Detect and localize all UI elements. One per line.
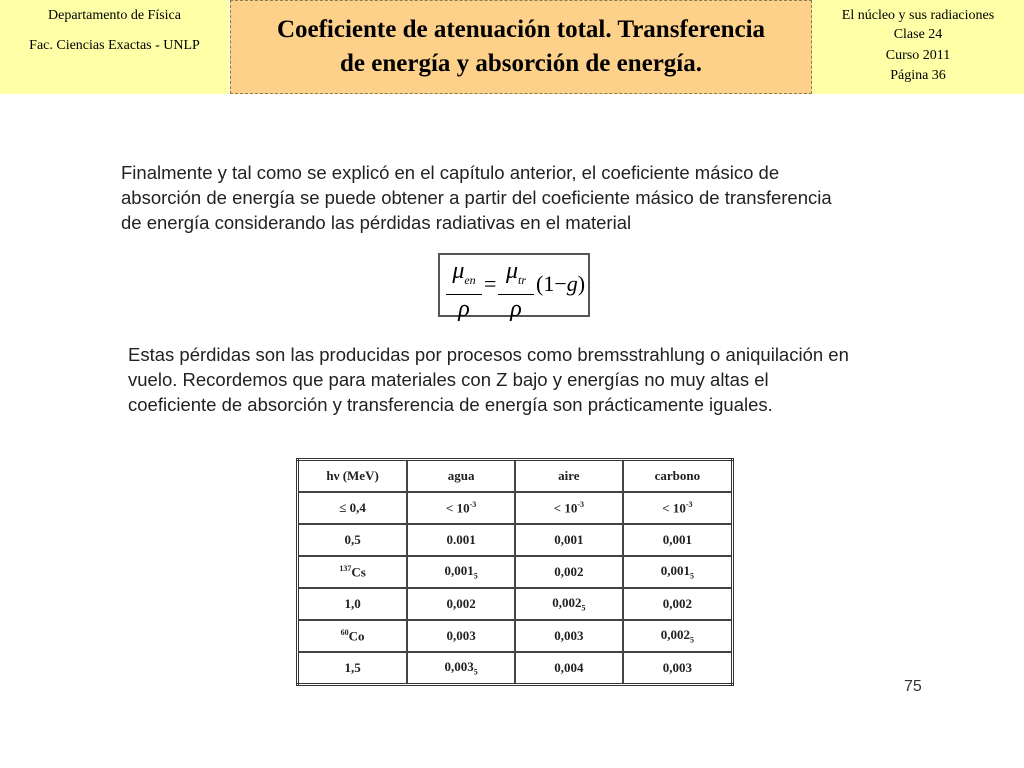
table-row <box>298 652 733 685</box>
slide-title-line2: de energía y absorción de energía. <box>340 50 702 77</box>
value-cell: 0,001 <box>623 524 733 556</box>
value-cell: 0,002 <box>623 588 733 620</box>
value-cell: $0,001_5$ <box>623 556 733 588</box>
subscript-tr: tr <box>518 272 527 287</box>
value-cell: $0,001_5$ <box>407 556 515 588</box>
value-cell: 0,004 <box>515 652 623 685</box>
g-symbol: g <box>566 271 578 296</box>
course-name: El núcleo y sus radiaciones <box>841 8 995 23</box>
energy-cell: 1,5 <box>298 652 408 685</box>
value-cell: 0,002 <box>407 588 515 620</box>
paragraph-line: absorción de energía se puede obtener a partir del coeficiente másico de transferencia <box>121 187 832 208</box>
value-cell: $0,003_5$ <box>407 652 515 685</box>
value-cell: < $10^{-3}$ <box>623 492 733 524</box>
paragraph-line: Finalmente y tal como se explicó en el capítulo anterior, el coeficiente másico de <box>121 162 780 183</box>
table-row <box>298 492 733 524</box>
page-label: Página 36 <box>890 68 946 83</box>
value-cell: 0,001 <box>515 524 623 556</box>
table-row <box>298 556 733 588</box>
slide-title <box>230 0 812 94</box>
rho-symbol: ρ <box>510 295 522 322</box>
energy-cell: $^{137}$Cs <box>298 556 408 588</box>
energy-cell: ≤ 0,4 <box>298 492 408 524</box>
value-cell: 0,003 <box>515 620 623 652</box>
value-cell: 0.001 <box>407 524 515 556</box>
fraction-mu-tr-over-rho <box>498 259 534 323</box>
header-department <box>0 0 229 94</box>
table-row <box>298 620 733 652</box>
energy-cell: 0,5 <box>298 524 408 556</box>
header-course-info <box>812 0 1024 94</box>
column-header: agua <box>407 460 515 493</box>
value-cell: < $10^{-3}$ <box>407 492 515 524</box>
table-header-row <box>298 460 733 493</box>
value-cell: 0,002 <box>515 556 623 588</box>
faculty-name: Fac. Ciencias Exactas - UNLP <box>29 38 200 53</box>
value-cell: $0,002_5$ <box>515 588 623 620</box>
table-row <box>298 588 733 620</box>
value-cell: $0,002_5$ <box>623 620 733 652</box>
paragraph-line: de energía considerando las pérdidas radiativas en el material <box>121 212 632 233</box>
value-cell: 0,003 <box>623 652 733 685</box>
page-number: 75 <box>904 678 922 695</box>
equals-sign: = <box>484 271 497 296</box>
column-header: hν (MeV) <box>298 460 408 493</box>
value-cell: 0,003 <box>407 620 515 652</box>
paragraph-line: Estas pérdidas son las producidas por procesos como bremsstrahlung o aniquilación en <box>128 344 849 365</box>
column-header: carbono <box>623 460 733 493</box>
department-name: Departamento de Física <box>48 8 181 23</box>
course-year: Curso 2011 <box>885 48 951 63</box>
energy-absorption-formula <box>438 253 590 322</box>
table-row <box>298 524 733 556</box>
radiative-loss-factor: (1−g) <box>536 271 586 296</box>
slide-title-line1: Coeficiente de atenuación total. Transferencia <box>276 16 766 43</box>
paragraph-line: coeficiente de absorción y transferencia de energía son prácticamente iguales. <box>128 394 773 415</box>
fraction-mu-en-over-rho <box>446 259 482 323</box>
mu-symbol: μ <box>505 258 519 284</box>
energy-cell: 1,0 <box>298 588 408 620</box>
paragraph-intro <box>121 160 921 235</box>
column-header: aire <box>515 460 623 493</box>
value-cell: < $10^{-3}$ <box>515 492 623 524</box>
coefficient-table <box>296 458 734 686</box>
paragraph-losses <box>128 342 928 417</box>
mu-symbol: μ <box>452 258 465 284</box>
energy-cell: $^{60}$Co <box>298 620 408 652</box>
subscript-en: en <box>464 272 476 287</box>
class-number: Clase 24 <box>893 27 943 42</box>
rho-symbol: ρ <box>458 295 470 322</box>
paragraph-line: vuelo. Recordemos que para materiales con Z bajo y energías no muy altas el <box>128 369 769 390</box>
